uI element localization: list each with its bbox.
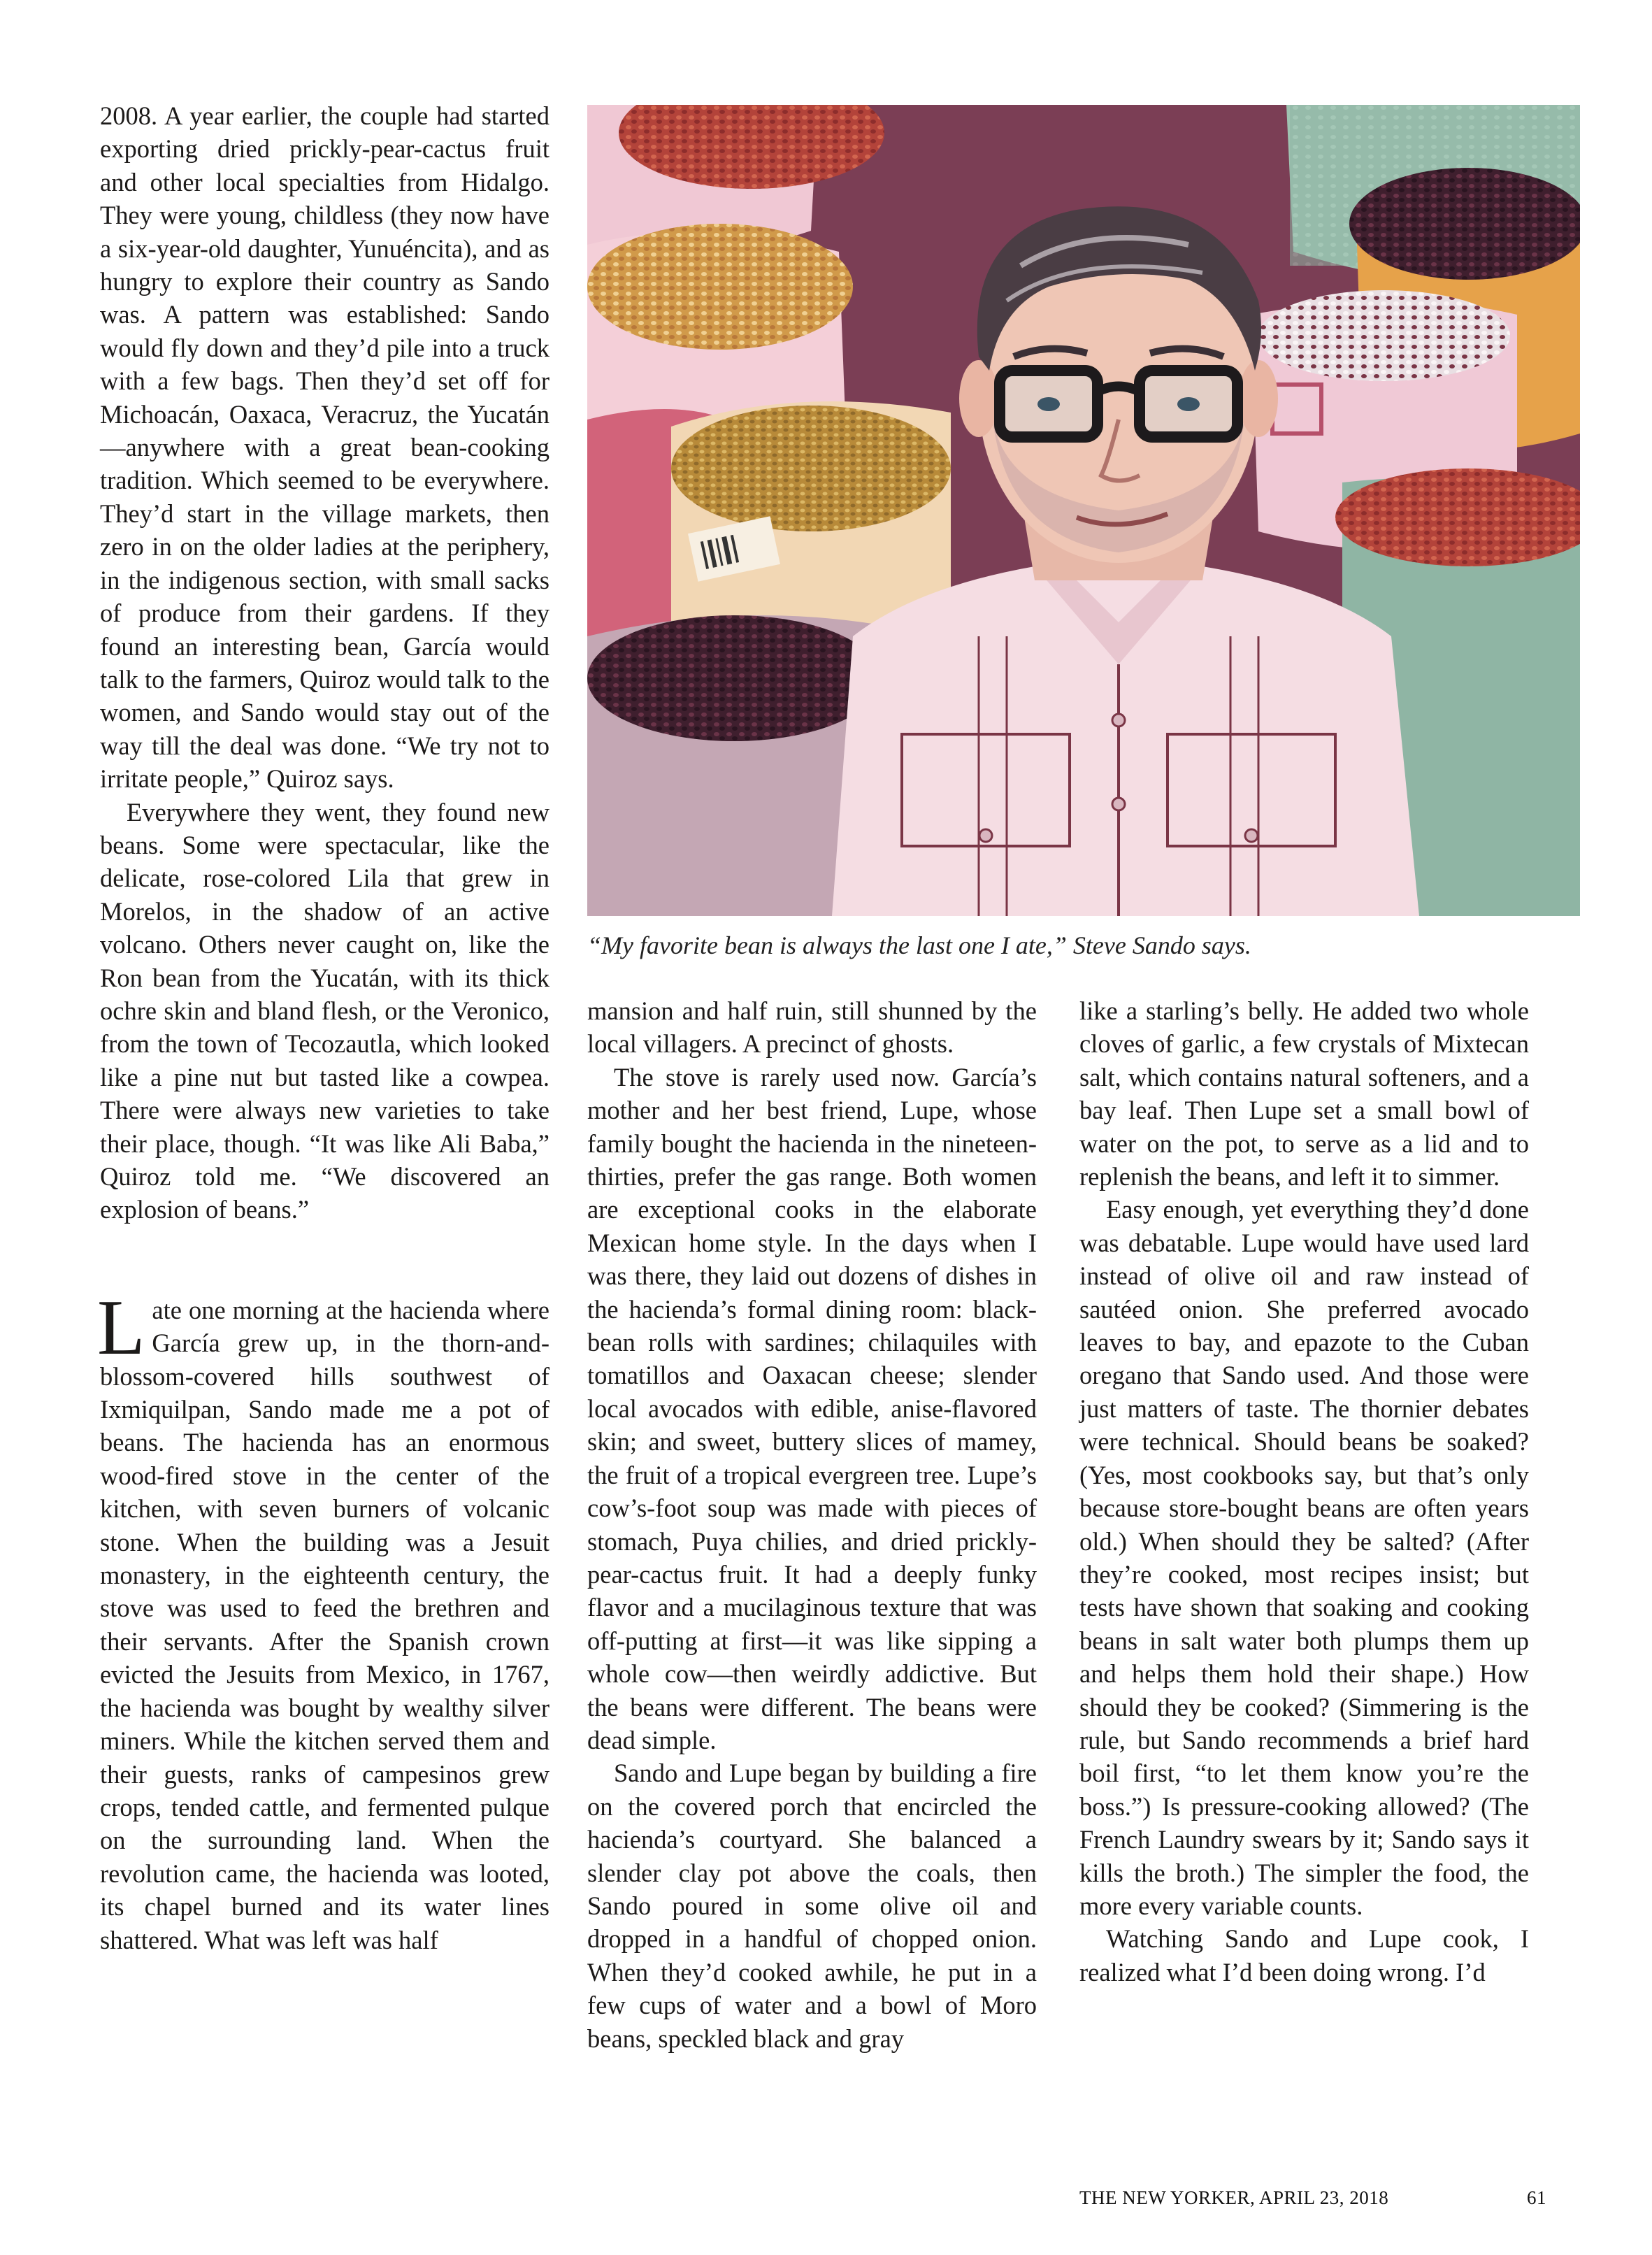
paragraph: mansion and half ruin, still shunned by the local villagers. A precinct of ghosts. <box>587 996 1037 1059</box>
paragraph: like a starling’s belly. He added two whole cloves of garlic, a few crystals of Mixtecan salt, which contains natural softeners, and a bay leaf. Then Lupe set a small bowl of water on the pot, to serve as a lid and to replenish the beans, and left it to simmer. <box>1079 996 1529 1191</box>
article-column-3 <box>1079 994 1529 1989</box>
illustration-caption: “My favorite bean is always the last one I ate,” Steve Sando says. <box>587 931 1251 959</box>
publication-dateline: THE NEW YORKER, APRIL 23, 2018 <box>1079 2187 1389 2208</box>
paragraph: 2008. A year earlier, the couple had started exporting dried prickly-pear-cactus fruit and other local specialties from Hidalgo. They were young, childless (they now have a six-year-old daughter, Yunuéncita), and as hungry to explore their country as Sando was. A pattern was established: Sando would fly down and they’d pile into a truck with a few bags. Then they’d set off for Michoacán, Oaxaca, Veracruz, the Yucatán—anywhere with a great bean-cooking tradition. Which seemed to be everywhere. They’d start in the village markets, then zero in on the older ladies at the periphery, in the indigenous section, with small sacks of produce from their gardens. If they found an interesting bean, García would talk to the farmers, Quiroz would talk to the women, and Sando would stay out of the way till the deal was done. “We try not to irritate people,” Quiroz says. <box>100 101 550 794</box>
article-column-1 <box>97 99 550 1956</box>
paragraph: Everywhere they went, they found new beans. Some were spectacular, like the delicate, rose-colored Lila that grew in Morelos, in the shadow of an active volcano. Others never caught on, like the Ron bean from the Yucatán, with its thick ochre skin and bland flesh, or the Veronico, from the town of Tecozautla, which looked like a pine nut but tasted like a cowpea. There were always new varieties to take their place, though. “It was like Ali Baba,” Quiroz told me. “We discovered an explosion of beans.” <box>100 797 550 1224</box>
page-footer <box>1079 2187 1546 2209</box>
portrait-illustration <box>587 105 1580 916</box>
page-number: 61 <box>1527 2187 1546 2208</box>
section-opening-text: ate one morning at the hacienda where García grew up, in the thorn-and-blossom-covered hills southwest of Ixmiquilpan, Sando made me a pot of beans. The hacienda has an enormous wood-fired stove in the center of the kitchen, with seven burners of volcanic stone. When the building was a Jesuit monastery, in the eighteenth century, the stove was used to feed the brethren and their servants. After the Spanish crown evicted the Jesuits from Mexico, in 1767, the hacienda was bought by wealthy silver miners. While the kitchen served them and their guests, ranks of campesinos grew crops, tended cattle, and fermented pulque on the surrounding land. When the revolution came, the hacienda was looted, its chapel burned and its water lines shattered. What was left was half <box>100 1295 550 1954</box>
paragraph: Sando and Lupe began by building a fire on the covered porch that encircled the hacienda’s courtyard. She balanced a slender clay pot above the coals, then Sando poured in some olive oil and dropped in a handful of chopped onion. When they’d cooked awhile, he put in a few cups of water and a bowl of Moro beans, speckled black and gray <box>587 1759 1037 2053</box>
paragraph: The stove is rarely used now. García’s mother and her best friend, Lupe, whose family bought the hacienda in the nineteen-thirties, prefer the gas range. Both women are exceptional cooks in the elaborate Mexican home style. In the days when I was there, they laid out dozens of dishes in the hacienda’s formal dining room: black-bean rolls with sardines; chilaquiles with tomatillos and Oaxacan cheese; slender local avocados with edible, anise-flavored skin; and sweet, buttery slices of mamey, the fruit of a tropical evergreen tree. Lupe’s cow’s-foot soup was made with pieces of stomach, Puya chilies, and dried prickly-pear-cactus fruit. It had a deeply funky flavor and a mucilaginous texture that was off-putting at first—it was like sipping a whole cow—then weirdly addictive. But the beans were different. The beans were dead simple. <box>587 1062 1037 1754</box>
article-column-2 <box>587 994 1037 2055</box>
section-break <box>100 1226 550 1294</box>
paragraph: Watching Sando and Lupe cook, I realized what I’d been doing wrong. I’d <box>1079 1924 1529 1986</box>
paragraph: Easy enough, yet everything they’d done was debatable. Lupe would have used lard instead of olive oil and raw instead of sautéed onion. She preferred avocado leaves to bay, and epazote to the Cuban oregano that Sando used. And those were just matters of taste. The thornier debates were technical. Should beans be soaked? (Yes, most cookbooks say, but that’s only because store-bought beans are often years old.) When should they be salted? (After they’re cooked, most recipes insist; but tests have shown that soaking and cooking beans in salt water both plumps them up and helps them hold their shape.) How should they be cooked? (Simmering is the rule, but Sando recommends a brief hard boil first, “to let them know you’re the boss.”) Is pressure-cooking allowed? (The French Laundry swears by it; Sando says it kills the broth.) The simpler the food, the more every variable counts. <box>1079 1195 1529 1920</box>
drop-cap: L <box>97 1284 145 1371</box>
section-opening-paragraph <box>97 1284 550 1956</box>
